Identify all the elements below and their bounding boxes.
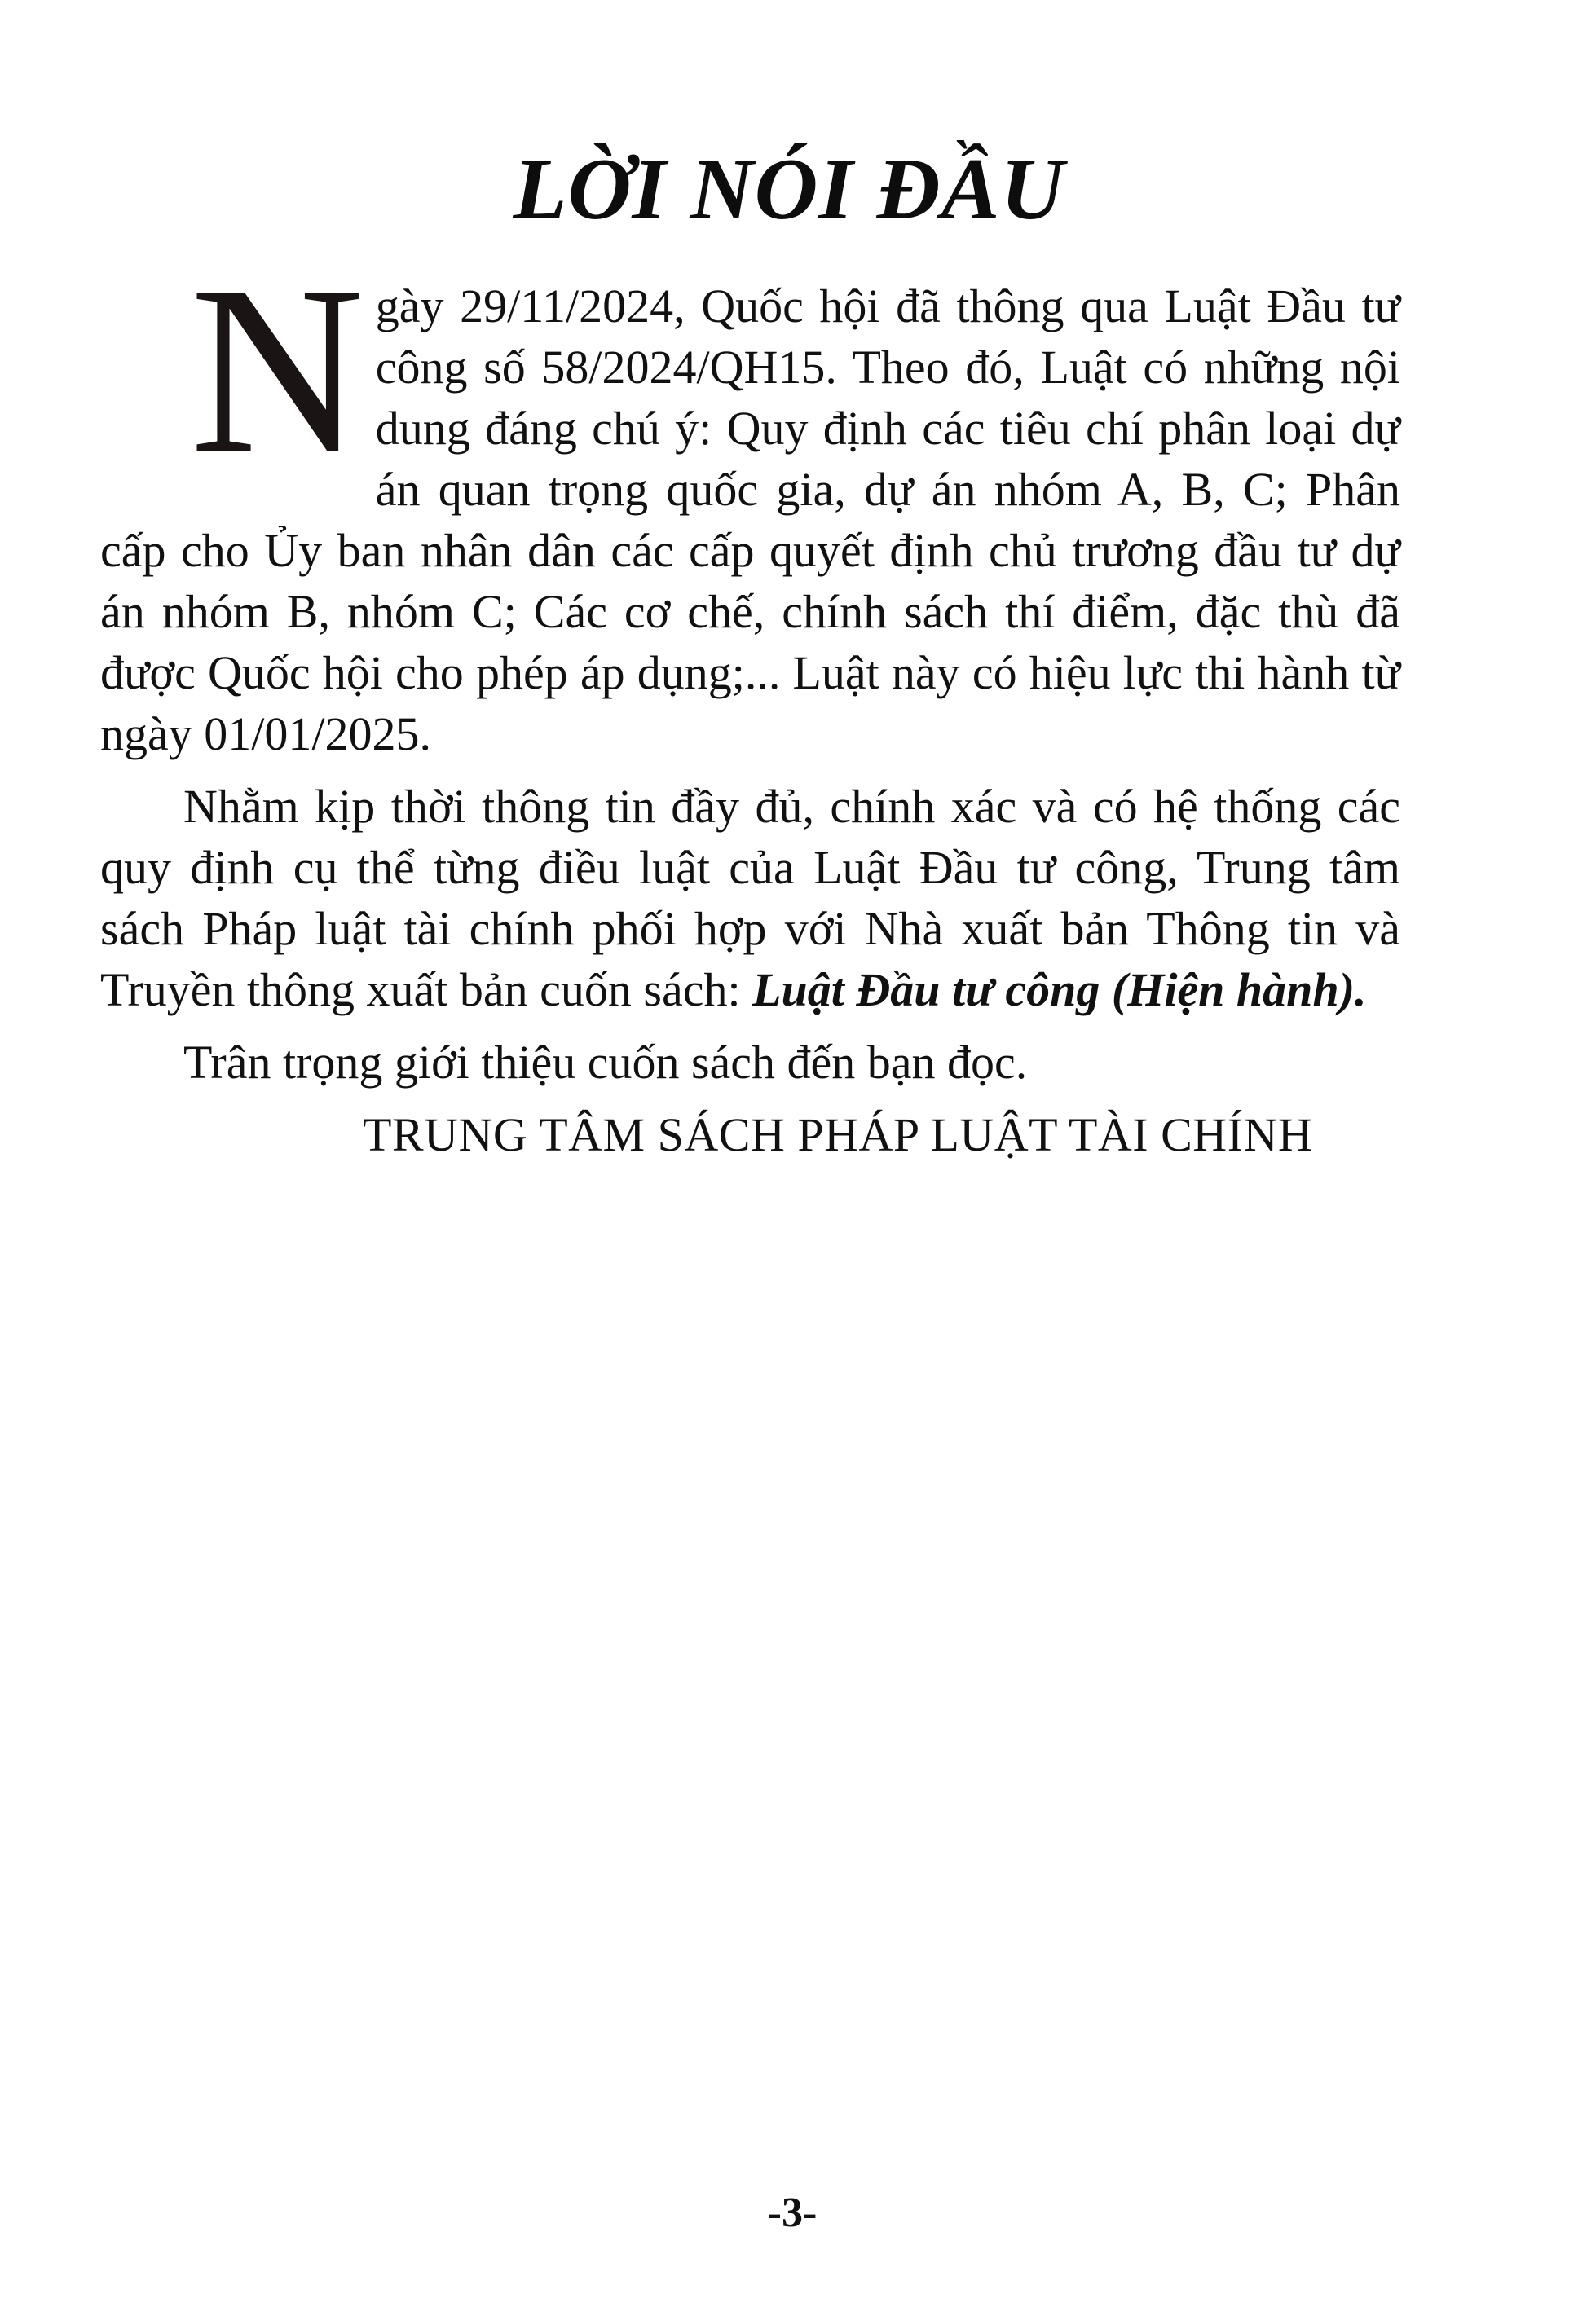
foreword-body (100, 236, 1400, 1165)
drop-cap-letter: N (190, 236, 364, 504)
paragraph-closing (100, 1032, 1400, 1093)
book-title-emphasis: Luật Đầu tư công (Hiện hành). (752, 963, 1367, 1016)
paragraph-closing-text: Trân trọng giới thiệu cuốn sách đến bạn đọc. (183, 1036, 1028, 1089)
paragraph-publication (100, 776, 1400, 1020)
paragraph-publication-text: Nhằm kịp thời thông tin đầy đủ, chính xác và có hệ thống các quy định cụ thể từng điều luật của Luật Đầu tư công, Trung tâm sách Pháp luật tài chính phối hợp với Nhà xuất bản Thông tin và Truyền thông xuất bản cuốn sách: (100, 780, 1400, 1016)
paragraph-intro-text: gày 29/11/2024, Quốc hội đã thông qua Luật Đầu tư công số 58/2024/QH15. Theo đó, Luật có những nội dung đáng chú ý: Quy định các tiêu chí phân loại dự án quan trọng quốc gia, dự án nhóm A, B, C; Phân cấp cho Ủy ban nhân dân các cấp quyết định chủ trương đầu tư dự án nhóm B, nhóm C; Các cơ chế, chính sách thí điểm, đặc thù đã được Quốc hội cho phép áp dụng;... Luật này có hiệu lực thi hành từ ngày 01/01/2025. (100, 279, 1400, 760)
paragraph-intro (100, 236, 1400, 764)
page-number: -3- (767, 2190, 818, 2236)
page-title: LỜI NÓI ĐẦU (513, 141, 1065, 238)
publisher-signature: TRUNG TÂM SÁCH PHÁP LUẬT TÀI CHÍNH (363, 1108, 1313, 1161)
